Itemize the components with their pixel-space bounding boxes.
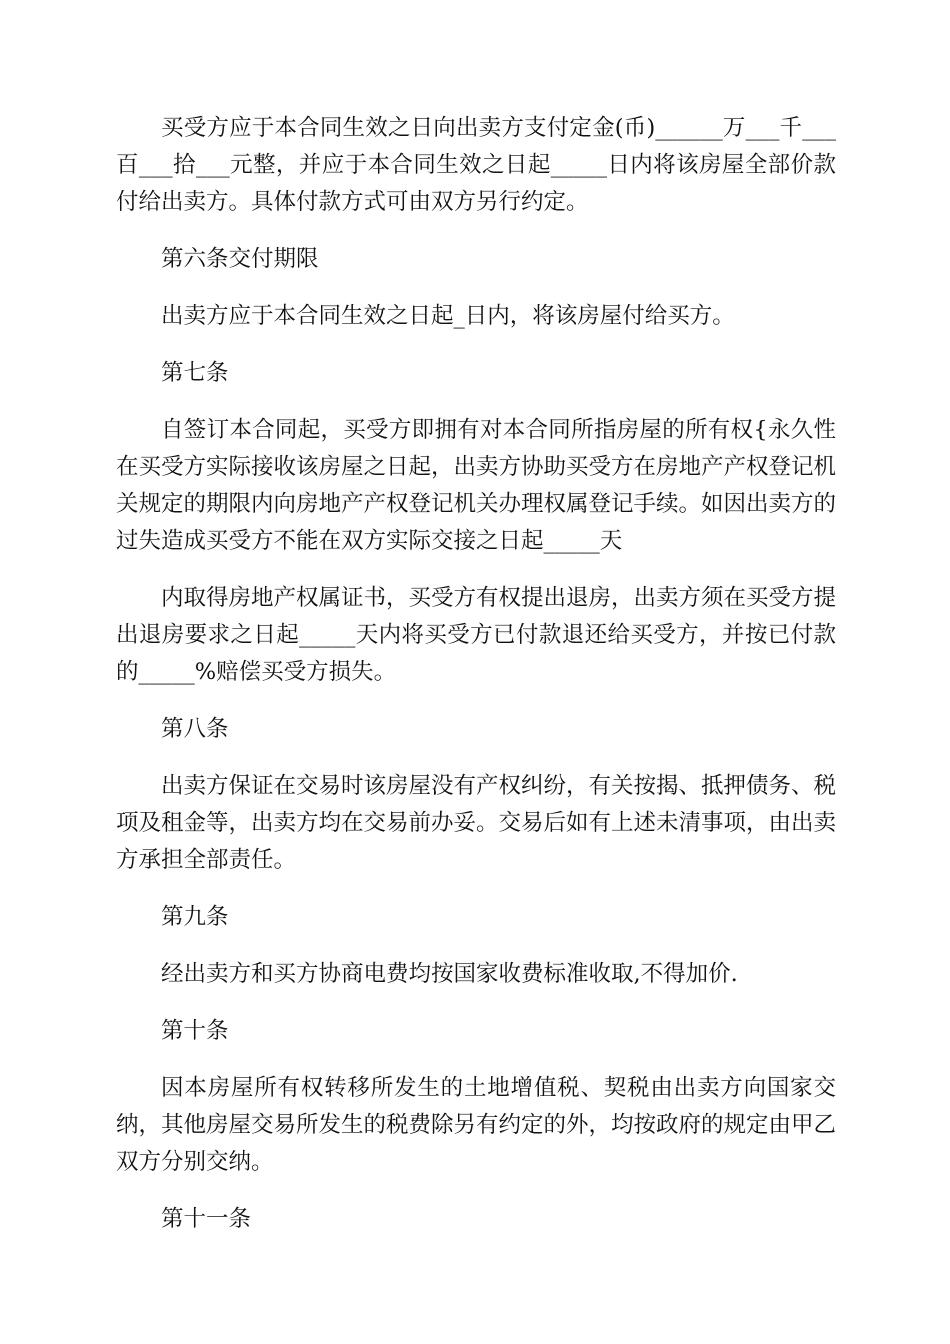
paragraph-delivery-deadline: 出卖方应于本合同生效之日起_日内，将该房屋付给买方。 [161,303,735,329]
heading-article-10: 第十条 [161,1018,229,1044]
heading-article-9: 第九条 [161,904,229,930]
heading-article-11: 第十一条 [161,1206,252,1232]
heading-article-8: 第八条 [161,716,229,742]
paragraph-deposit-payment: 买受方应于本合同生效之日向出卖方支付定金(币)______万___千___百___拾___元整，并应于本合同生效之日起_____日内将该房屋全部价款付给出卖方。具体付款方式可由双方另行约定。 [116,115,836,215]
paragraph-ownership-transfer: 自签订本合同起，买受方即拥有对本合同所指房屋的所有权{永久性在买受方实际接收该房屋之日起，出卖方协助买受方在房地产产权登记机关规定的期限内向房地产产权登记机关办理权属登记手续。如因出卖方的过失造成买受方不能在双方实际交接之日起_____天 [116,417,837,554]
paragraph-electricity-fee: 经出卖方和买方协商电费均按国家收费标准收取,不得加价. [161,961,738,987]
heading-article-6: 第六条交付期限 [161,246,319,272]
heading-article-7: 第七条 [161,360,229,386]
paragraph-taxes: 因本房屋所有权转移所发生的土地增值税、契税由出卖方向国家交纳，其他房屋交易所发生的税费除另有约定的外，均按政府的规定由甲乙双方分别交纳。 [116,1075,837,1175]
paragraph-refund-compensation: 内取得房地产权属证书，买受方有权提出退房，出卖方须在买受方提出退房要求之日起_____天内将买受方已付款退还给买受方，并按已付款的_____%赔偿买受方损失。 [116,585,837,685]
paragraph-seller-guarantee: 出卖方保证在交易时该房屋没有产权纠纷，有关按揭、抵押债务、税项及租金等，出卖方均在交易前办妥。交易后如有上述未清事项，由出卖方承担全部责任。 [116,773,837,873]
document-page [116,110,836,1258]
